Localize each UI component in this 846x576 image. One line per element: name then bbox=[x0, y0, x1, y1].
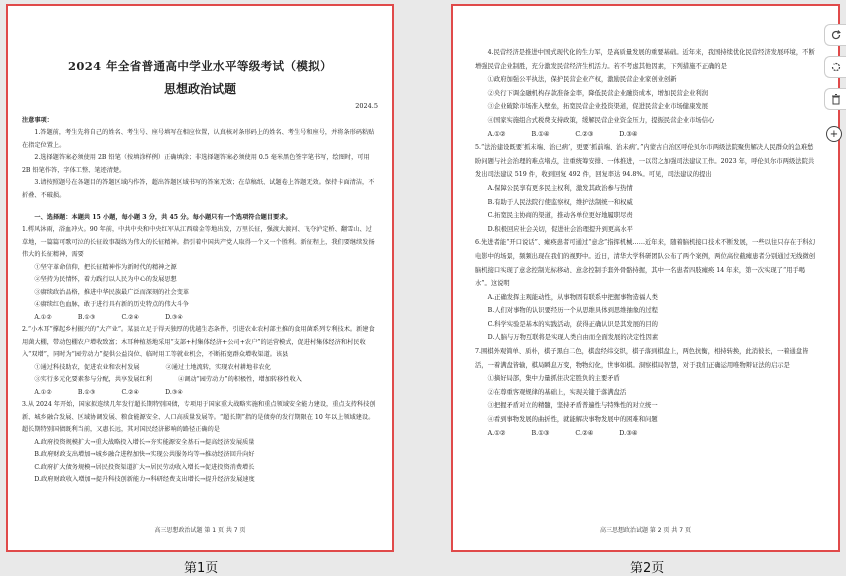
question-3: 3.从 2024 年开始，国家拟连续几年发行超长期特别国债，专项用于国家重大战略实施和重点领域安全能力建设，重点支持科技创新、城乡融合发展、区域协调发展、粮食能源安全、人口高质量发展等。“超长期”指的是债券的发行期限在 10 年以上领域建设。超长期特别国债既利当前，又惠长远，其对国民经济影响的路径正确的是 bbox=[22, 401, 376, 433]
q2-option: ④调动“园劳动力”的积极性，增加转移性收入 bbox=[177, 376, 302, 383]
q2-option: ②通过土地流转，实现农村耕地非农化 bbox=[165, 363, 271, 371]
q7-option: ①摘好局部，集中力量抓住决定胜负的主要矛盾 bbox=[487, 375, 620, 383]
choice-d: D.③④ bbox=[619, 429, 638, 437]
q1-option: ④赓续红色血脉，敢于进行具有新的历史特点的伟大斗争 bbox=[34, 301, 190, 308]
q6-option: D.人脑与万物互联将是实现人类自由而全面发展的决定性因素 bbox=[487, 334, 659, 342]
choice-a: A.①② bbox=[34, 313, 52, 321]
choice-a: A.①② bbox=[34, 388, 52, 396]
choice-c: C.②④ bbox=[575, 429, 594, 437]
notes-heading: 注意事项： bbox=[22, 116, 53, 124]
q2-option-row bbox=[22, 362, 378, 375]
page-1-label[interactable]: 第1页 bbox=[184, 561, 219, 576]
section-heading: 一、选择题：本题共 15 小题，每小题 3 分，共 45 分。每小题只有一个选项符合题目要求。 bbox=[34, 214, 292, 221]
q3-option: B.政府财政支出增加→城乡融合进程加快→实现公共服务均等→推动经济回升向好 bbox=[34, 451, 255, 458]
choice-b: B.①③ bbox=[77, 313, 96, 321]
question-6: 6.先进者能“开口说话”、瘫痪患者可通过“意念”指挥机械……近年来，随着脑机接口技术不断发展，一些以往只存在于科幻电影中的场景，频频出现在我们的视野中。近日，清华大学科研团队公布了两个案例，两位高位截瘫患者分别通过无线微创脑机接口实现了意念控制光标移动、意念控制手套外骨骼持握，其中一名患者四肢瘫痪 14 年来，第一次实现了“用手喝水”。这说明 bbox=[475, 239, 816, 288]
note-2: 2.选择题答案必须使用 2B 铅笔（按填涂样例）正确填涂；非选择题答案必须使用 0.5 毫米黑色签字笔书写，绘图时，可用 2B 铅笔作答，字体工整、笔迹清楚。 bbox=[22, 154, 370, 174]
q1-option: ①坚守革命信仰，把长征精神作为新时代的精神之源 bbox=[34, 263, 177, 271]
question-2: 2.“小木耳”撑起乡村振兴的“大产业”。某县立足于得天独厚的优越生态条件，引进农业农村部主推的食用菌系列专利技术。新建食用菌大棚，带动包棚农户增收致富；木耳种植基地采用“支部+村集体经济+公司+农户”的运营模式，促进村集体经济和村民收入“双增”，同时为“园劳动力”提供公益岗位、临时用工等就业机会，不断拓宽群众增收渠道。该县 bbox=[22, 326, 375, 358]
q3-option: D.政府财政收入增加→提升科技创新能力→科研经费支出增长→提升经济发展速度 bbox=[34, 476, 255, 483]
page-footer: 高三思想政治试题 第 1 页 共 7 页 bbox=[154, 527, 246, 534]
q7-choices bbox=[475, 427, 818, 441]
q6-option: A.正确发挥主观能动性，从事物固有联系中把握事物造福人类 bbox=[487, 293, 658, 301]
page-toolbar bbox=[824, 24, 846, 142]
q2-option: ①通过科技助农，促进农业和农村发展 bbox=[34, 363, 140, 371]
q4-option: ④国家实施组合式税费支持政策，缓解民营企业资金压力，提振民营企业市场信心 bbox=[487, 116, 715, 124]
q2-option: ③实行多元化要素参与分配，共享发展红利 bbox=[34, 376, 152, 383]
q7-option: ③把握矛盾对立的精髓，坚持矛盾普遍性与特殊性的对立统一 bbox=[487, 402, 658, 410]
exam-title: 2024 年全省普通高中学业水平等级考试（模拟） bbox=[67, 59, 333, 73]
q5-option: B.有助于人民法院行使监察权，维护法制统一和权威 bbox=[487, 198, 633, 206]
q4-choices bbox=[475, 128, 818, 142]
q6-option: B.人们对事物的认识要经历一个从思维具体到思维抽象的过程 bbox=[487, 307, 658, 315]
question-1: 1.樗风沐雨，浴血冲火。90 年前，中共中央和中央红军从江西瑞金等地出发，万里长征，强渡大渡河、飞夺泸定桥、翻雪山、过草地，一篇篇可歌可泣的长征故事凝练为伟大的长征精神。指引着中国共产党人取得一个又一个胜利。新征程上，我们要继续发扬伟大的长征精神，需要 bbox=[22, 226, 375, 258]
plus-icon[interactable]: + bbox=[826, 126, 842, 142]
q1-choices bbox=[22, 312, 378, 325]
question-4: 4.民营经济是推进中国式现代化的生力军，是高质量发展的重要基础。近年来，我国持续优化民营经济发展环境，不断增强民营企业制胜，充分激发民营经济生机活力。若不考虑其他因素，下列措施不正确的是 bbox=[475, 49, 815, 70]
q7-option: ②在尊重客观规律的基础上，实现关键于落满盘活 bbox=[487, 388, 627, 396]
choice-d: D.③④ bbox=[619, 130, 638, 138]
choice-d: D.③④ bbox=[165, 388, 183, 396]
exam-date: 2024.5 bbox=[355, 102, 378, 110]
q4-option: ③企业破除市场准入壁垒，拓宽民营企业投资渠道，促进民营企业市场健康发展 bbox=[487, 103, 708, 111]
page-2-label[interactable]: 第2页 bbox=[630, 561, 665, 576]
q2-choices bbox=[22, 387, 378, 400]
question-7: 7.围棋外观简单、质朴，棋子黑白二色，棋盘经纬交织，棋子落到棋盘上，两色抗衡，相持转换，此消彼长，一着通盘皆活，一着满盘皆输，棋局瞬息万变，物物幻化，世事如棋。洞察棋局智慧，对于我们正确运用唯物辩证法的启示是 bbox=[475, 348, 809, 369]
choice-b: B.①④ bbox=[531, 130, 550, 138]
document-page-1[interactable] bbox=[6, 4, 394, 552]
rotate-icon[interactable] bbox=[824, 24, 846, 46]
exam-subtitle: 思想政治试题 bbox=[163, 82, 236, 96]
q5-option: C.拓宽民主协商的渠道，推动各单位更好地履职尽责 bbox=[487, 212, 633, 220]
q3-option: A.政府投资规模扩大→重大战略投入增长→夯实能源安全基石→提高经济发展质量 bbox=[34, 438, 255, 446]
q4-option: ①政府加强公平执法，保护民营企业产权，激励民营企业家创业创新 bbox=[487, 76, 677, 84]
choice-c: C.②③ bbox=[575, 130, 594, 138]
q5-option: D.积极回应社会关切，促进社会治理提升到更高水平 bbox=[487, 225, 633, 233]
q2-option-row bbox=[22, 374, 378, 387]
q5-option: A.保障公民享有更多民主权利，激发其政治参与热情 bbox=[487, 184, 633, 192]
choice-b: B.①③ bbox=[531, 429, 550, 437]
choice-a: A.①② bbox=[487, 429, 506, 437]
choice-a: A.①② bbox=[487, 130, 506, 138]
choice-c: C.②④ bbox=[121, 388, 140, 396]
choice-d: D.③④ bbox=[165, 313, 183, 321]
choice-b: B.①③ bbox=[77, 388, 96, 396]
trash-icon[interactable] bbox=[824, 88, 846, 110]
redo-icon[interactable] bbox=[824, 56, 846, 78]
document-page-2[interactable] bbox=[451, 4, 840, 552]
note-3: 3.请按照题号在各题目的答题区域内作答，超出答题区域书写的答案无效；在草稿纸、试题卷上答题无效。保持卡面清洁，不折叠、不破损。 bbox=[22, 179, 375, 199]
question-5: 5.“法治建设既要‘抓末端、治已病’，更要‘抓前端、治未病’。”内蒙古自治区呼伦贝尔市两级法院聚焦解决人民群众的急难愁盼问题与社会治理的难点堵点，注重统筹安排、一体推进，一以贯之加强司法建议工作。2023 年，呼伦贝尔市两级法院共发出司法建议 519 件，收到回复 492 件，回复率达 94.8%。可见，司法建议的提出 bbox=[475, 144, 815, 179]
q3-option: C.政府扩大债务规模→居民投资渠道扩大→居民劳动收入增长→促进投资消费增长 bbox=[34, 463, 255, 471]
note-1: 1.答题前，考生先将自己的姓名、考生号、座号填写在相应位置，认真核对条形码上的姓名、考生号和座号，并将条形码粘贴在指定位置上。 bbox=[22, 129, 375, 149]
q4-option: ②央行下调金融机构存款准备金率，降低民营企业融资成本，增加民营企业利润 bbox=[487, 89, 708, 97]
page-footer: 高三思想政治试题 第 2 页 共 7 页 bbox=[599, 527, 692, 534]
q1-option: ②坚持为民情怀，着力践行以人民为中心的发展思想 bbox=[34, 276, 177, 283]
q7-option: ④看到事物发展的曲折性，就能解决事物发展中的困难和问题 bbox=[487, 416, 658, 424]
q6-option: C.科学实验是基本的实践活动，获得正确认识是其发展的目的 bbox=[487, 320, 658, 328]
choice-c: C.②④ bbox=[121, 313, 140, 321]
q1-option: ③赓续政治品格，推进中华民族最广泛而深刻的社会变革 bbox=[34, 288, 190, 296]
